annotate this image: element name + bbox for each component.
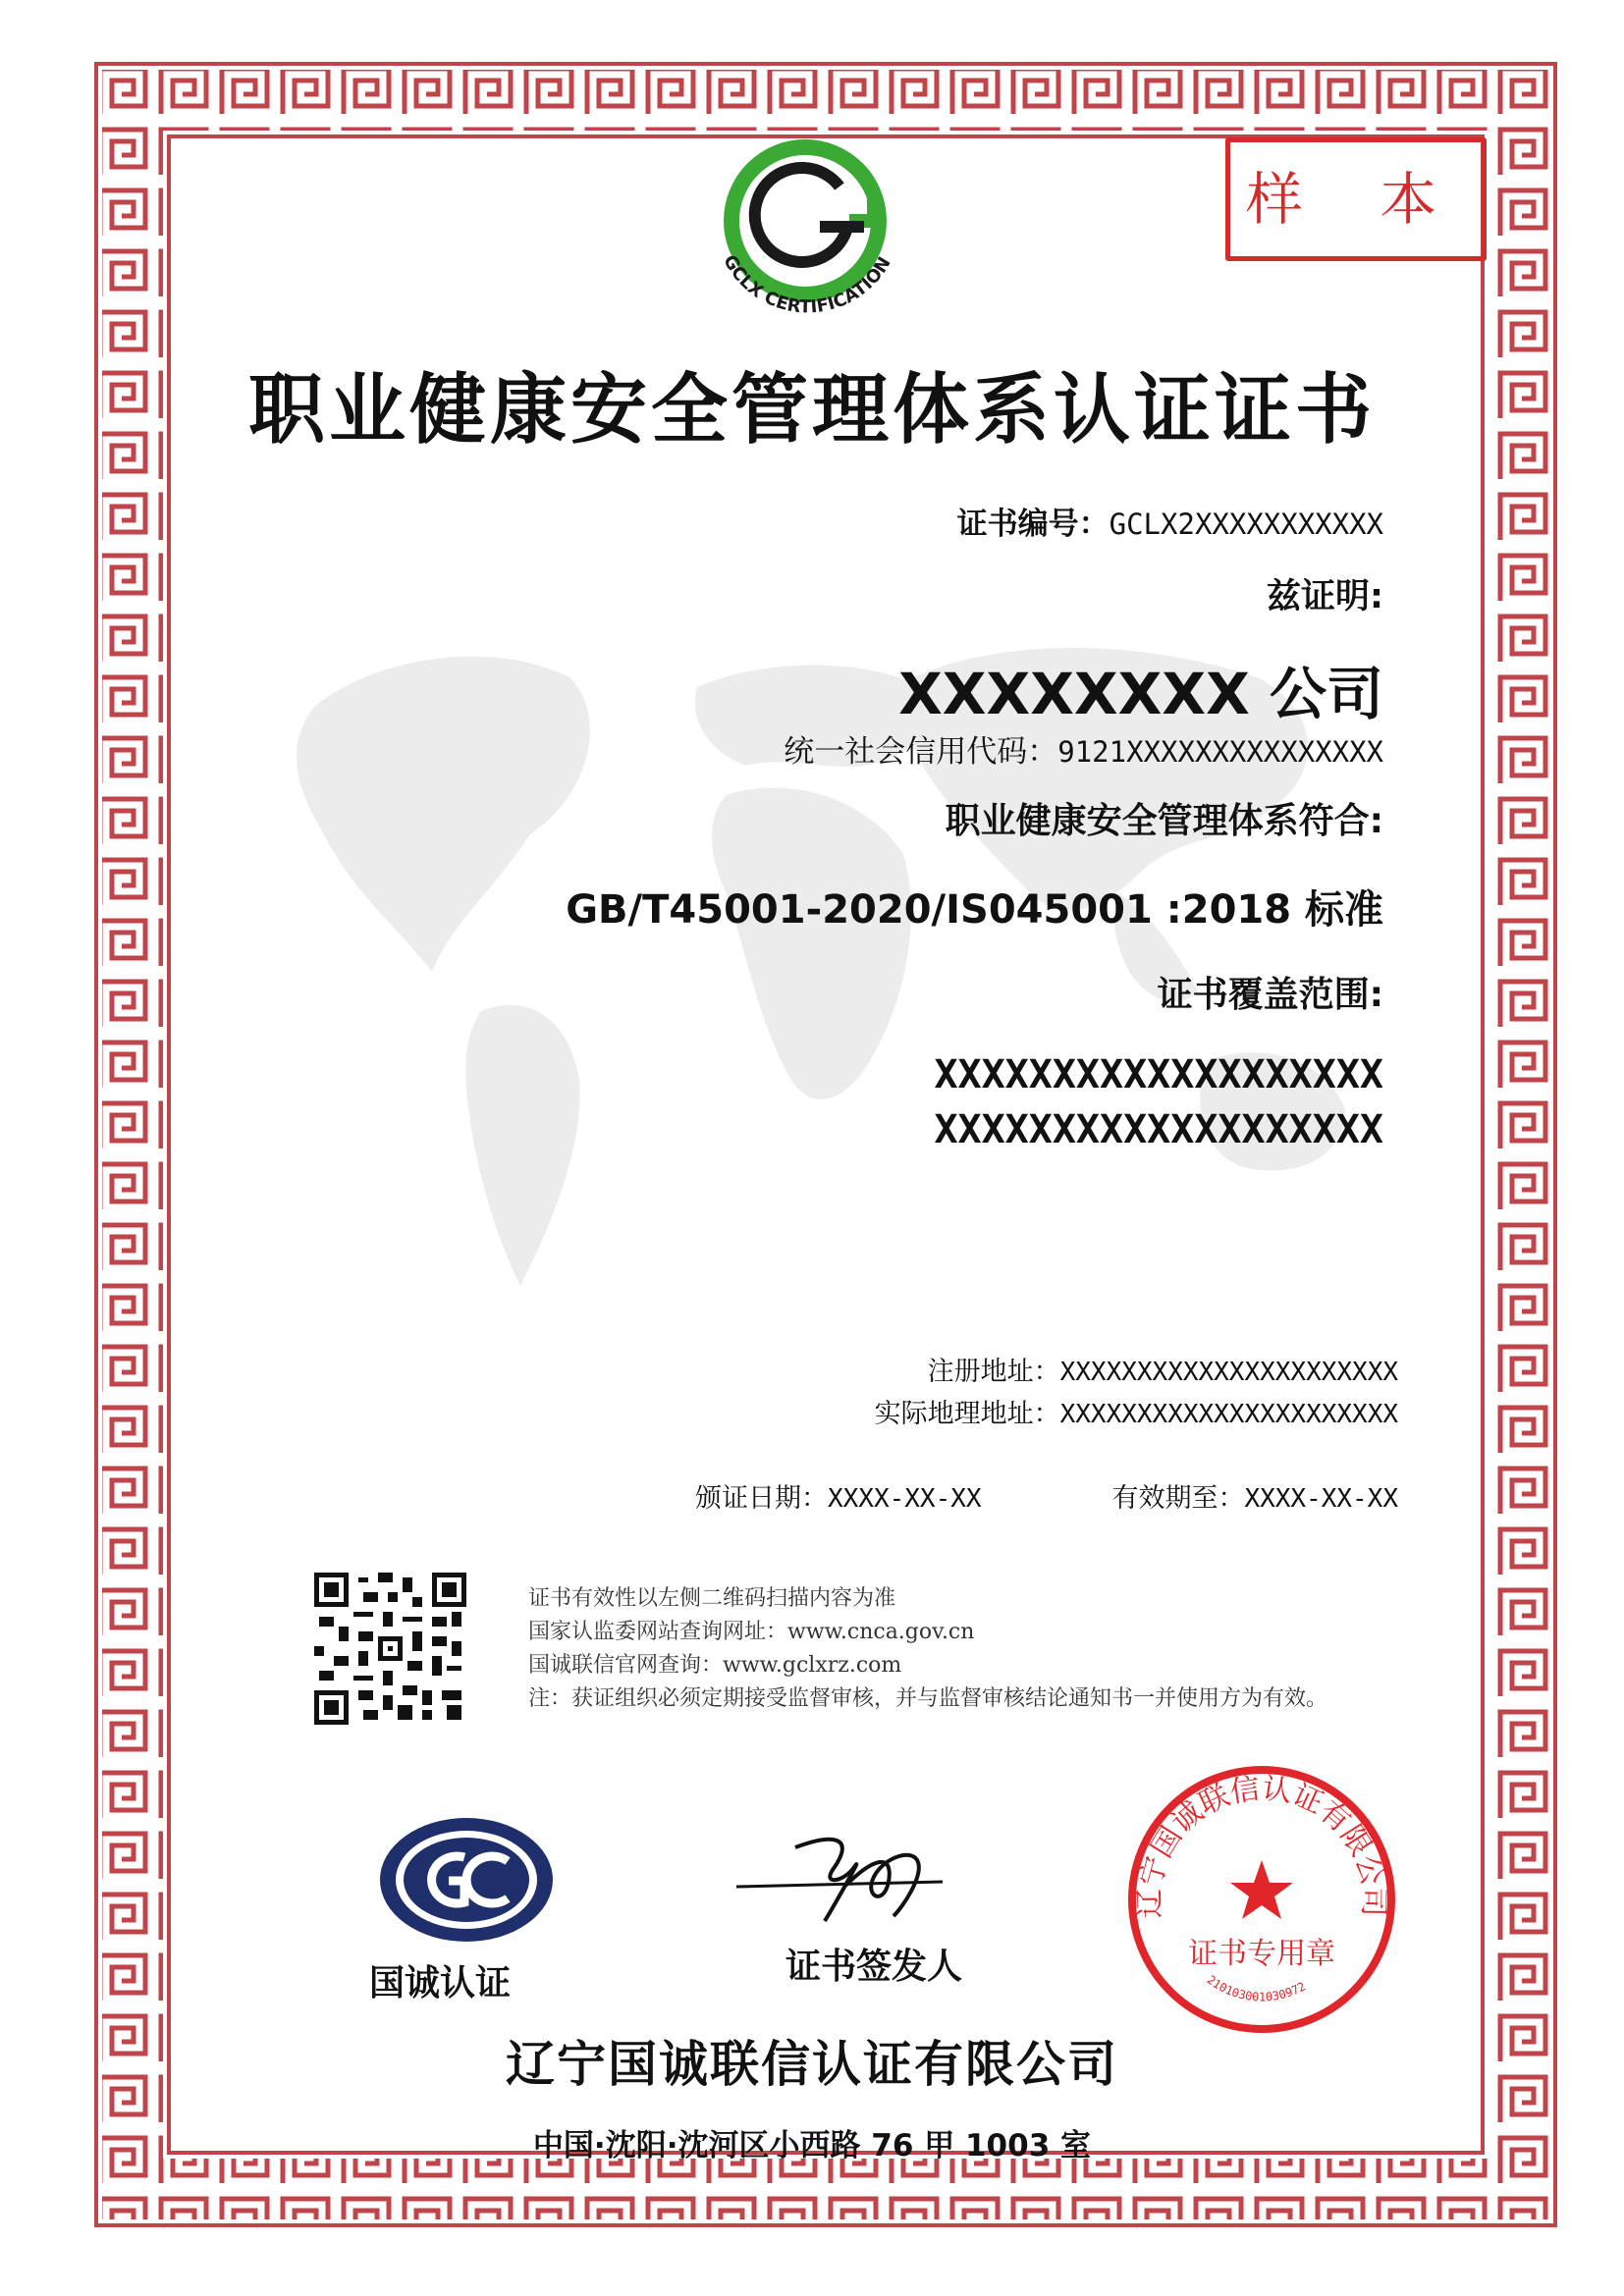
scope-line: XXXXXXXXXXXXXXXXXXX — [934, 1052, 1383, 1097]
expiry-date-value: XXXX-XX-XX — [1244, 1484, 1398, 1514]
scope-label: 证书覆盖范围: — [1157, 975, 1383, 1015]
issue-date — [695, 1476, 982, 1515]
certificate-number-label: 证书编号： — [956, 507, 1110, 542]
logo-text: GCLX CERTIFICATION — [719, 251, 895, 318]
company-seal — [1119, 1757, 1404, 2042]
gclx-certification-logo — [687, 133, 923, 329]
expiry-date-label: 有效期至： — [1111, 1483, 1245, 1514]
certificate-number — [957, 499, 1383, 543]
issuer-address: 中国·沈阳·沈河区小西路 76 甲 1003 室 — [532, 2128, 1092, 2163]
registered-address-value: XXXXXXXXXXXXXXXXXXXXXX — [1059, 1358, 1398, 1387]
actual-address-label: 实际地理地址： — [874, 1399, 1060, 1429]
expiry-date — [1111, 1476, 1398, 1515]
company-name: XXXXXXXX 公司 — [898, 661, 1383, 727]
standard: GB/T45001-2020/IS045001 :2018 标准 — [566, 887, 1383, 933]
note-line: 注：获证组织必须定期接受监督审核，并与监督审核结论通知书一并使用方为有效。 — [528, 1686, 1328, 1711]
credit-code-value: 9121XXXXXXXXXXXXXXX — [1057, 735, 1383, 769]
note-line: 证书有效性以左侧二维码扫描内容为准 — [528, 1586, 896, 1611]
certificate-title: 职业健康安全管理体系认证证书 — [247, 366, 1376, 454]
certificate-number-value: GCLX2XXXXXXXXXXX — [1109, 507, 1383, 541]
gc-label: 国诚认证 — [369, 1963, 512, 2003]
scope-line: XXXXXXXXXXXXXXXXXXX — [934, 1107, 1383, 1152]
actual-address-value: XXXXXXXXXXXXXXXXXXXXXX — [1059, 1400, 1398, 1429]
issue-date-label: 颁证日期： — [695, 1483, 828, 1514]
issuer-company: 辽宁国诚联信认证有限公司 — [506, 2036, 1118, 2093]
signer-label: 证书签发人 — [785, 1947, 962, 1987]
qr-code[interactable] — [314, 1573, 466, 1725]
note-line: 国家认监委网站查询网址：www.cnca.gov.cn — [528, 1620, 975, 1644]
sample-stamp: 样 本 — [1225, 137, 1487, 261]
registered-address — [928, 1350, 1398, 1388]
credit-code-label: 统一社会信用代码： — [784, 734, 1058, 770]
signature — [727, 1828, 962, 1936]
verification-notes — [528, 1582, 1327, 1716]
seal-code-text: 2101030010309​72 — [1204, 1972, 1308, 2004]
actual-address — [875, 1392, 1398, 1430]
seal-company-text: 辽宁国诚联信认证有限公司 — [1132, 1771, 1391, 1919]
hereby-certify: 兹证明: — [1267, 577, 1383, 616]
svg-text:2101030010309​72 — [1205, 1973, 1308, 2004]
registered-address-label: 注册地址： — [927, 1357, 1060, 1387]
issue-date-value: XXXX-XX-XX — [828, 1484, 982, 1514]
credit-code — [784, 726, 1383, 771]
gc-logo — [378, 1816, 555, 1944]
seal-purpose-text: 证书专用章 — [1188, 1937, 1335, 1971]
note-line: 国诚联信官网查询：www.gclxrz.com — [528, 1653, 902, 1678]
conformity-statement: 职业健康安全管理体系符合: — [945, 801, 1383, 841]
